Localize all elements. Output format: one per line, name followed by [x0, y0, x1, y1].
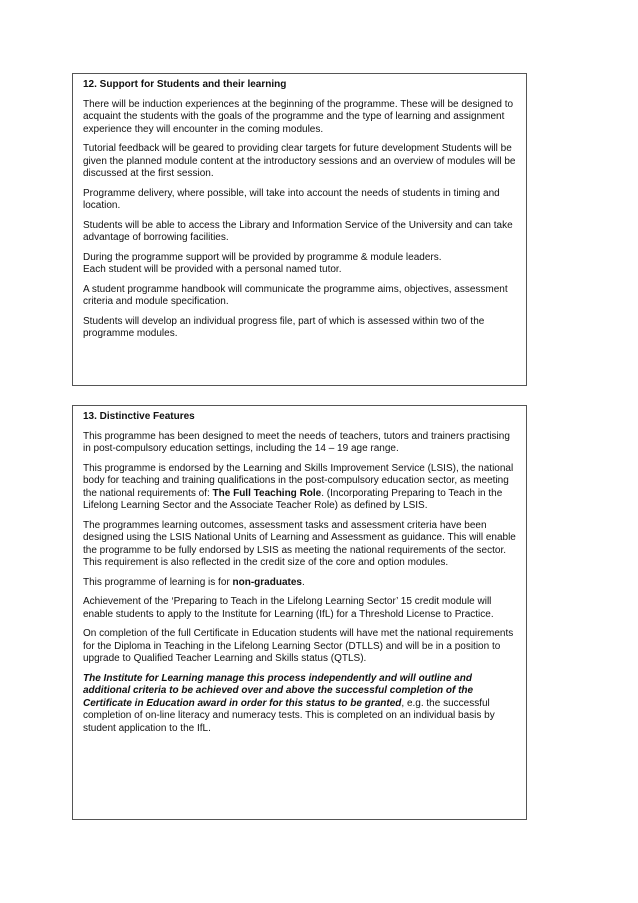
section-12-heading: 12. Support for Students and their learning — [83, 79, 287, 90]
section-13-paragraph-design: This programme has been designed to meet the needs of teachers, tutors and trainers practising in post-compulsory education settings, including the 14 – 19 age range. — [83, 430, 510, 454]
section-12-paragraph-progress-file: Students will develop an individual progress file, part of which is assessed within two of the programme modules. — [83, 315, 485, 339]
section-13-paragraph-endorsement — [83, 463, 519, 513]
section-13-box — [72, 405, 527, 820]
ifl-rest-text: , e.g. the successful completion of on-line literacy and numeracy tests. This is completed on an individual basis by student application to the IfL. — [83, 697, 495, 734]
section-12-paragraph-library: Students will be able to access the Library and Information Service of the University and can take advantage of borrowing facilities. — [83, 219, 513, 243]
non-graduates-text-b: . — [301, 576, 305, 588]
non-graduates-text-a: This programme of learning is for — [83, 576, 233, 588]
ifl-bold-italic-text: The Institute for Learning manage this process independently and will outline and additional criteria to be achieved over and above the successful completion of the Certificate in Education award in order for this status to be granted — [83, 672, 474, 709]
section-12-box — [72, 73, 527, 386]
section-12-paragraph-support — [83, 252, 519, 277]
support-line-1: During the programme support will be provided by programme & module leaders. — [83, 251, 442, 263]
section-13-paragraph-ifl — [83, 673, 519, 736]
non-graduates-bold: non-graduates — [232, 576, 302, 588]
section-12-paragraph-tutorial-feedback: Tutorial feedback will be geared to providing clear targets for future development Students will be given the planned module content at the introductory sessions and an overview of modules will be discussed at the first session. — [83, 143, 516, 179]
endorsement-text-a: This programme is endorsed by the Learning and Skills Improvement Service (LSIS), the national body for teaching and training qualifications in the post-compulsory education sector, as meeting the national requirements of: — [83, 462, 514, 499]
endorsement-text-b: . (Incorporating Preparing to Teach in the Lifelong Learning Sector and the Associate Teacher Role) as defined by LSIS. — [83, 487, 503, 511]
section-13-paragraph-threshold-license: Achievement of the ‘Preparing to Teach in the Lifelong Learning Sector’ 15 credit module will enable students to apply to the Institute for Learning (IfL) for a Threshold License to Practice. — [83, 596, 494, 620]
support-line-2: Each student will be provided with a personal named tutor. — [83, 264, 342, 275]
section-12-paragraph-delivery: Programme delivery, where possible, will take into account the needs of students in timing and location. — [83, 187, 500, 211]
section-13-paragraph-learning-outcomes: The programmes learning outcomes, assessment tasks and assessment criteria have been designed using the LSIS National Units of Learning and Assessment as guidance. This will enable the programme to be fully endorsed by LSIS as meeting the national requirements of the sector. This requirement is also reflected in the credit size of the core and option modules. — [83, 519, 516, 568]
section-12-paragraph-induction: There will be induction experiences at the beginning of the programme. These will be designed to acquaint the students with the goals of the programme and the type of learning and assignment experience they will encounter in the coming modules. — [83, 98, 514, 135]
section-13-paragraph-non-graduates — [83, 577, 519, 590]
full-teaching-role-text: The Full Teaching Role — [212, 487, 322, 499]
section-12-paragraph-handbook: A student programme handbook will communicate the programme aims, objectives, assessment criteria and module specification. — [83, 283, 508, 307]
section-13-heading: 13. Distinctive Features — [83, 411, 195, 422]
section-13-paragraph-dtlls: On completion of the full Certificate in Education students will have met the national requirements for the Diploma in Teaching in the Lifelong Learning Sector (DTLLS) and will be in a position to upgrade to Qualified Teacher Learning and Skills status (QTLS). — [83, 628, 514, 664]
